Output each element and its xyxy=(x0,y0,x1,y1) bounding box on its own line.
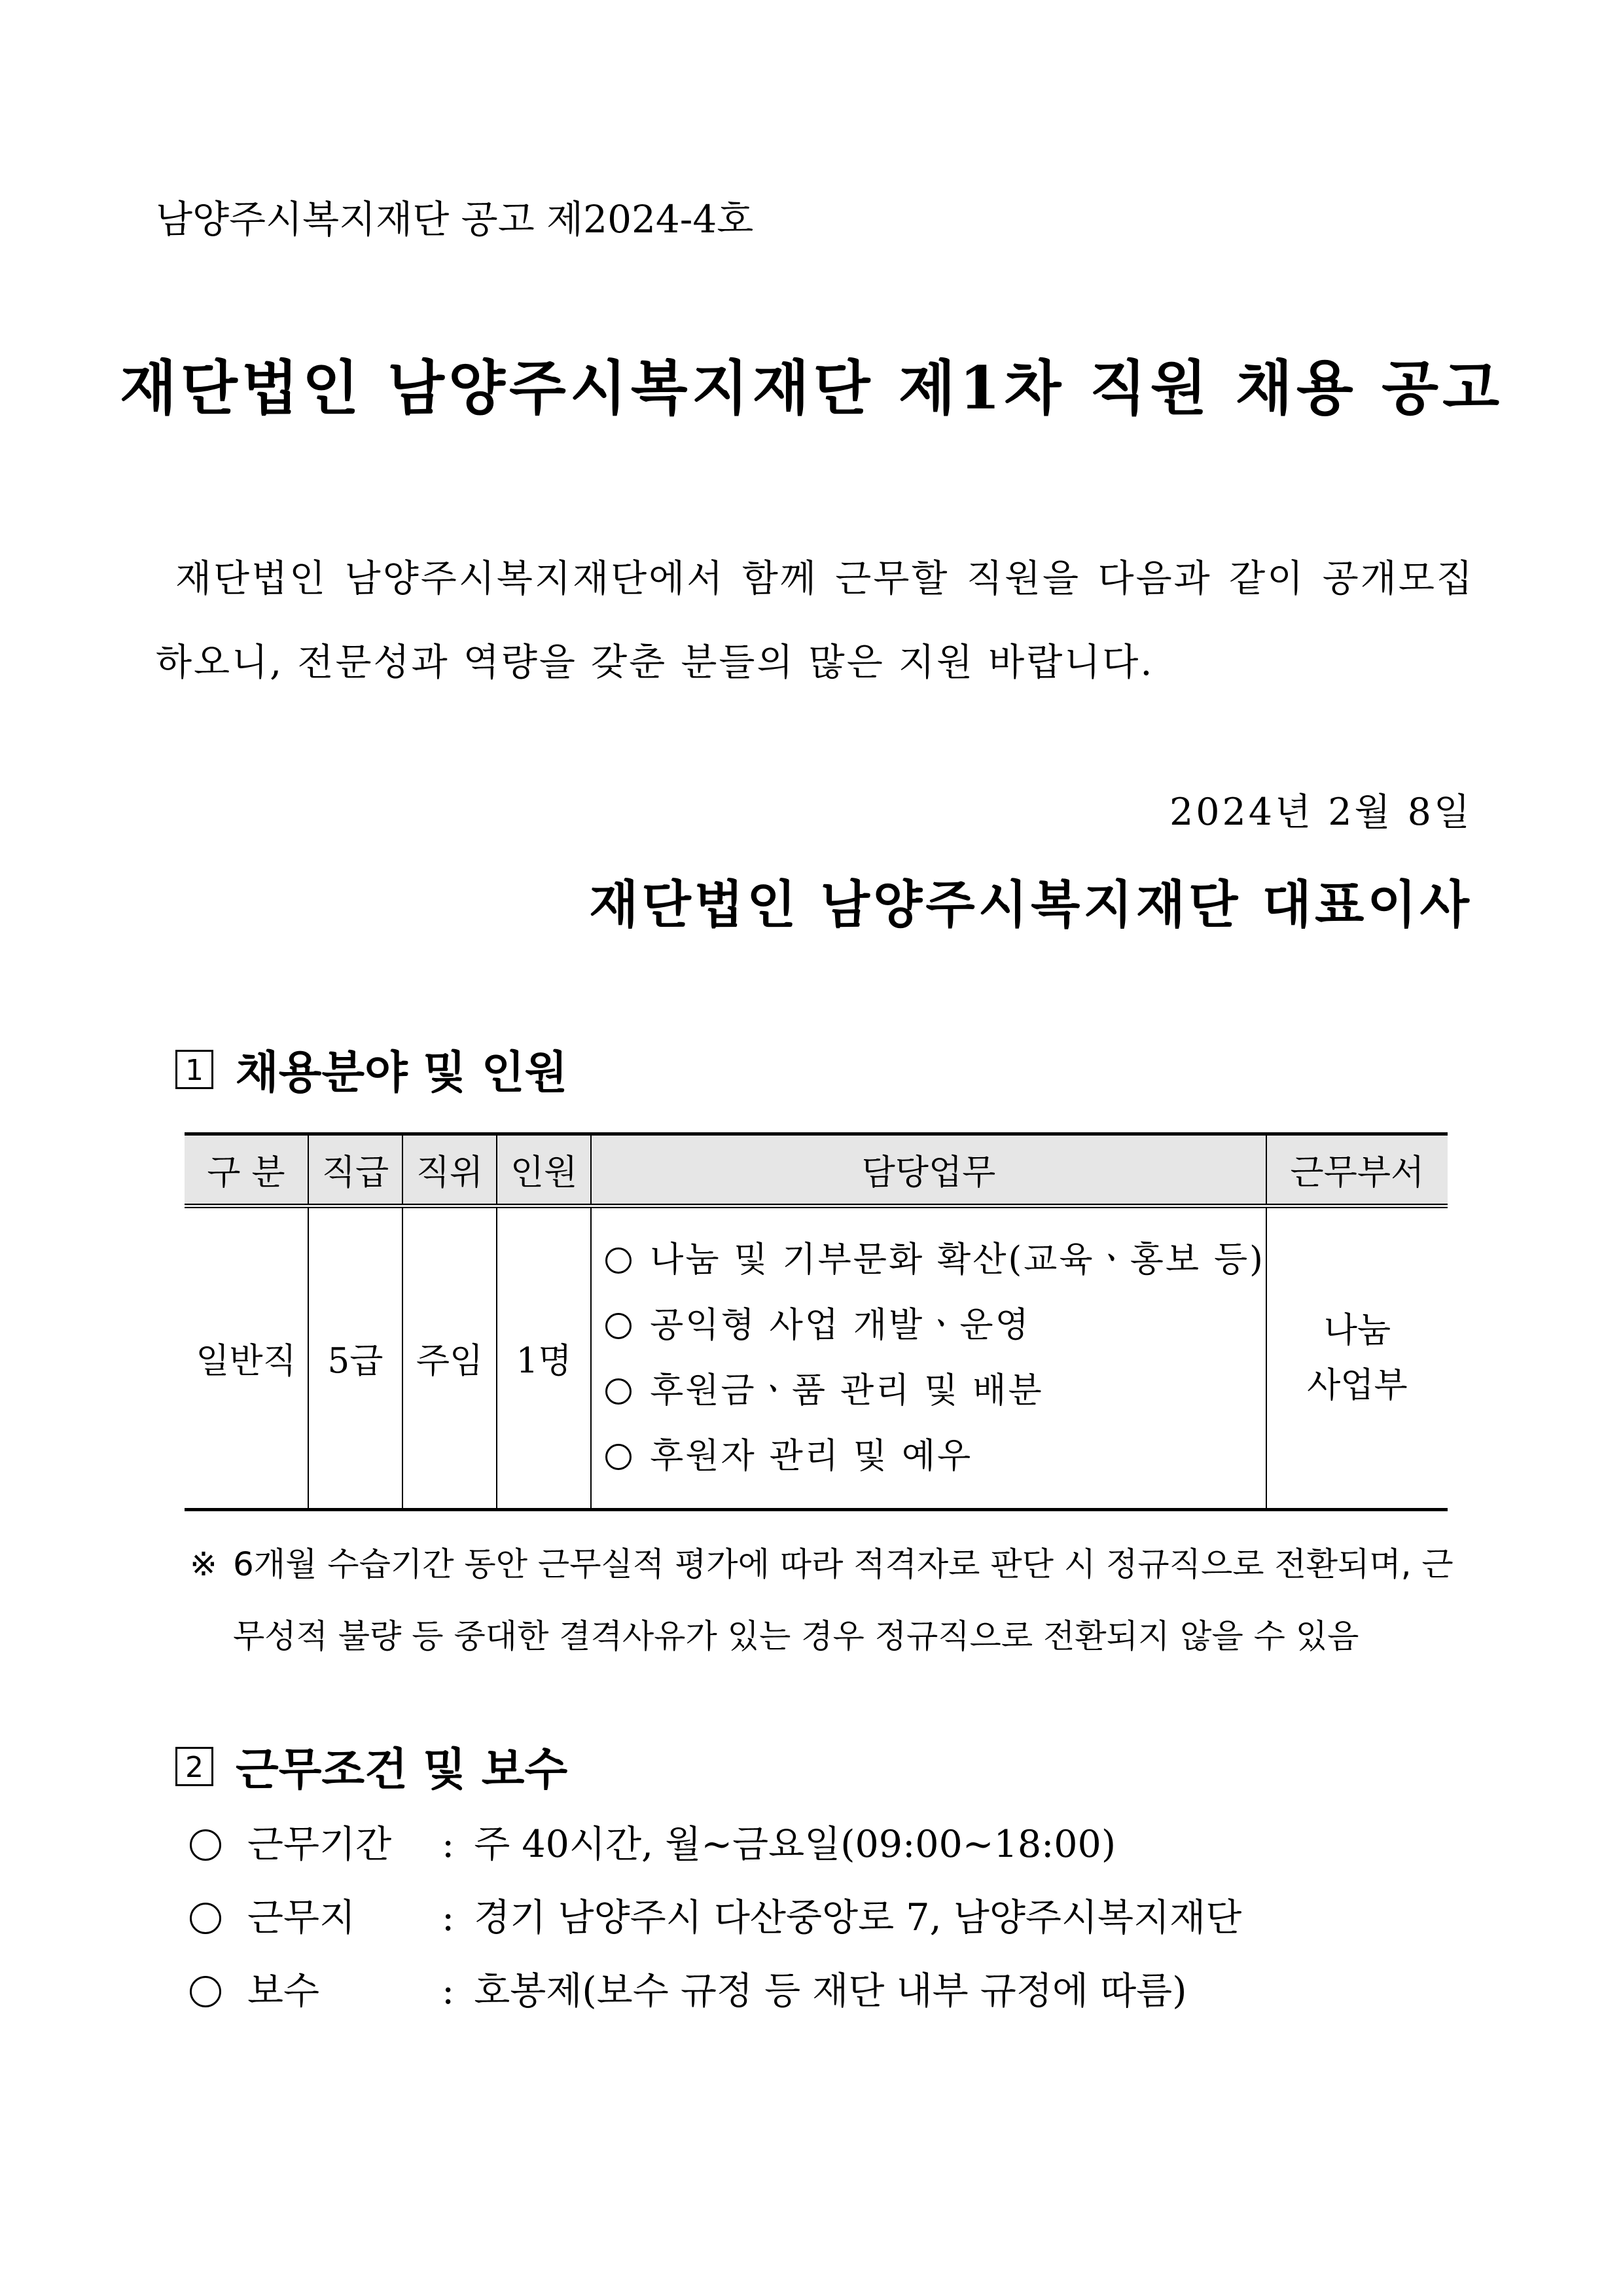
header-position: 직위 xyxy=(402,1134,497,1206)
list-item: 보수 : 호봉제(보수 규정 등 재단 내부 규정에 따름) xyxy=(190,1954,1241,2028)
table-header-row xyxy=(185,1134,1448,1206)
signer: 재단법인 남양주시복지재단 대표이사 xyxy=(589,875,1472,935)
recruitment-table xyxy=(185,1132,1448,1511)
page-title: 재단법인 남양주시복지재단 제1차 직원 채용 공고 xyxy=(119,353,1504,423)
probation-note xyxy=(190,1528,1466,1672)
list-item: 근무기간 : 주 40시간, 월~금요일(09:00~18:00) xyxy=(190,1808,1241,1881)
notice-number: 남양주시복지재단 공고 제2024-4호 xyxy=(156,197,754,242)
duties-list xyxy=(592,1227,1265,1489)
circle-bullet-icon xyxy=(605,1247,632,1274)
list-item: 후원자 관리 및 예우 xyxy=(605,1424,1265,1489)
section-2-number-box: 2 xyxy=(175,1747,213,1786)
cell-duties xyxy=(591,1206,1266,1510)
conditions-list xyxy=(190,1808,1241,2028)
circle-bullet-icon xyxy=(605,1378,632,1405)
note-text: 6개월 수습기간 동안 근무실적 평가에 따라 적격자로 판단 시 정규직으로 전환되며, 근무성적 불량 등 중대한 결격사유가 있는 경우 정규직으로 전환되지 않을 수 있음 xyxy=(233,1545,1454,1655)
cell-count: 1명 xyxy=(497,1206,591,1510)
list-item: 근무지 : 경기 남양주시 다산중앙로 7, 남양주시복지재단 xyxy=(190,1881,1241,1954)
header-category: 구 분 xyxy=(185,1134,308,1206)
cell-grade: 5급 xyxy=(308,1206,402,1510)
circle-bullet-icon xyxy=(190,1976,221,2007)
header-grade: 직급 xyxy=(308,1134,402,1206)
section-1-heading xyxy=(175,1037,567,1101)
condition-label: 보수 xyxy=(247,1969,320,2013)
header-duties: 담당업무 xyxy=(591,1134,1266,1206)
reference-mark-icon: ※ xyxy=(190,1545,217,1583)
section-1-number-box: 1 xyxy=(175,1050,213,1089)
cell-department: 나눔 사업부 xyxy=(1266,1206,1448,1510)
condition-label: 근무지 xyxy=(247,1896,356,1939)
circle-bullet-icon xyxy=(190,1903,221,1934)
cell-category: 일반직 xyxy=(185,1206,308,1510)
intro-paragraph: 재단법인 남양주시복지재단에서 함께 근무할 직원을 다음과 같이 공개모집 하오니, 전문성과 역량을 갖춘 분들의 많은 지원 바랍니다. xyxy=(156,557,1474,684)
list-item: 후원금ㆍ품 관리 및 배분 xyxy=(605,1358,1265,1424)
header-department: 근무부서 xyxy=(1266,1134,1448,1206)
list-item: 나눔 및 기부문화 확산(교육ㆍ홍보 등) xyxy=(605,1227,1265,1293)
condition-value: 호봉제(보수 규정 등 재단 내부 규정에 따름) xyxy=(474,1969,1187,2013)
condition-value: 주 40시간, 월~금요일(09:00~18:00) xyxy=(474,1823,1116,1866)
announcement-date: 2024년 2월 8일 xyxy=(1169,791,1472,834)
circle-bullet-icon xyxy=(605,1313,632,1339)
circle-bullet-icon xyxy=(190,1829,221,1861)
section-2-title: 근무조건 및 보수 xyxy=(236,1744,568,1796)
condition-label: 근무기간 xyxy=(247,1823,392,1866)
table-row xyxy=(185,1206,1448,1510)
section-1-title: 채용분야 및 인원 xyxy=(236,1047,568,1099)
section-2-heading xyxy=(175,1734,567,1798)
header-count: 인원 xyxy=(497,1134,591,1206)
cell-position: 주임 xyxy=(402,1206,497,1510)
condition-value: 경기 남양주시 다산중앙로 7, 남양주시복지재단 xyxy=(474,1896,1242,1939)
list-item: 공익형 사업 개발ㆍ운영 xyxy=(605,1293,1265,1358)
circle-bullet-icon xyxy=(605,1444,632,1470)
